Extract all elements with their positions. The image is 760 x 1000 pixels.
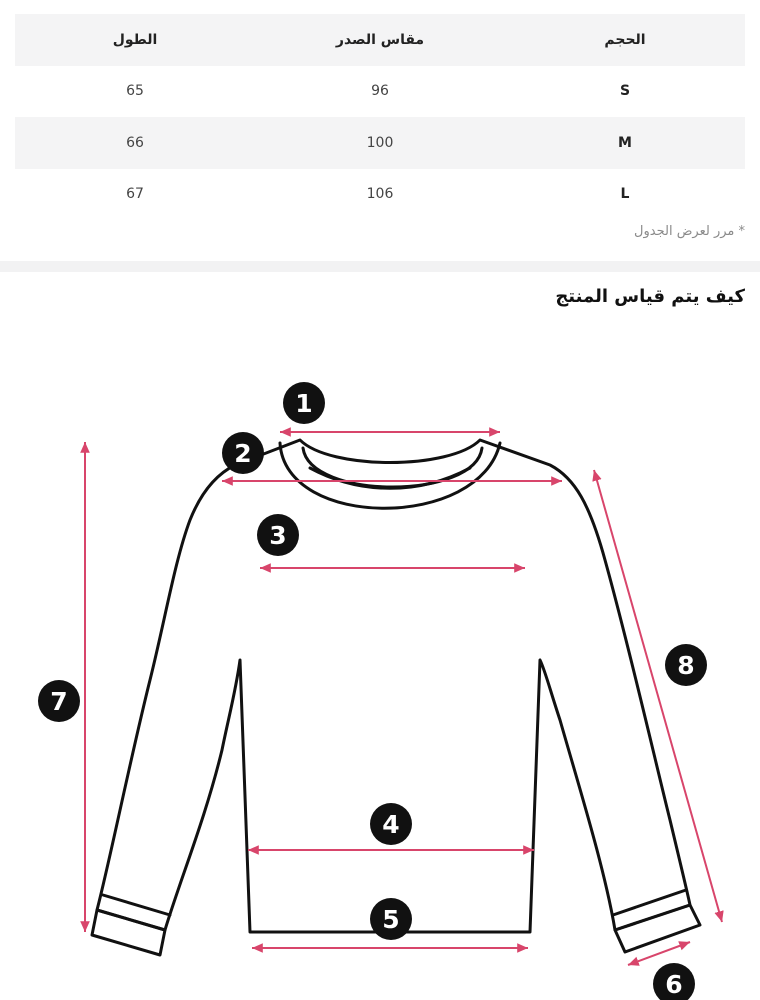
header-length: الطول xyxy=(112,31,158,48)
chest-cell: 106 xyxy=(366,186,394,203)
svg-text:7: 7 xyxy=(50,687,68,716)
svg-text:1: 1 xyxy=(295,389,313,418)
measure-marker-8 xyxy=(665,644,707,686)
scroll-hint: * مرر لعرض الجدول xyxy=(634,224,745,239)
section-divider xyxy=(0,261,760,272)
measure-marker-6 xyxy=(653,963,695,1000)
table-row xyxy=(15,66,745,118)
section-title: كيف يتم قياس المنتج xyxy=(555,286,745,307)
table-header-row xyxy=(15,14,745,66)
measure-marker-5 xyxy=(370,898,412,940)
header-size: الحجم xyxy=(604,31,646,48)
size-cell: S xyxy=(619,83,631,100)
header-chest: مقاس الصدر xyxy=(335,31,425,48)
length-cell: 66 xyxy=(126,134,144,151)
svg-text:4: 4 xyxy=(382,810,400,839)
svg-text:2: 2 xyxy=(234,439,252,468)
size-cell: L xyxy=(620,186,630,203)
size-cell: M xyxy=(618,134,632,151)
measure-marker-7 xyxy=(38,680,80,722)
length-cell: 65 xyxy=(126,83,144,100)
length-cell: 67 xyxy=(126,186,144,203)
measure-marker-3 xyxy=(257,514,299,556)
sweater-outline xyxy=(92,440,700,955)
svg-text:8: 8 xyxy=(677,651,695,680)
size-table xyxy=(15,14,745,220)
table-row xyxy=(15,169,745,221)
measure-marker-2 xyxy=(222,432,264,474)
table-row xyxy=(15,117,745,169)
measure-marker-4 xyxy=(370,803,412,845)
chest-cell: 100 xyxy=(366,134,394,151)
sweater-measurement-diagram xyxy=(0,360,760,1000)
svg-text:3: 3 xyxy=(269,521,287,550)
chest-cell: 96 xyxy=(371,83,389,100)
measure-marker-1 xyxy=(283,382,325,424)
svg-text:5: 5 xyxy=(382,905,400,934)
svg-text:6: 6 xyxy=(665,970,683,999)
